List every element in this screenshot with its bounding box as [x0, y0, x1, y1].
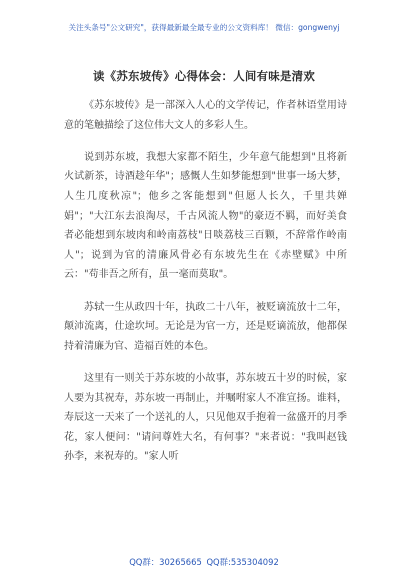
- body-paragraph-2: 说到苏东坡，我想大家都不陌生，少年意气能想到"且将新火试新茶，诗酒趁年华"；感慨人生如梦能想到"世事一场大梦，人生几度秋凉"；他乡之客能想到"但愿人长久，千里共婵娟"；"大江东去浪淘尽，千古风流人物"的豪迈不羁，而好美食者必能想到东坡肉和岭南荔枝"日啖荔枝三百颗，不辞常作岭南人"；说到为官的清廉风骨必有东坡先生在《赤壁赋》中所云："苟非吾之所有，虽一毫而莫取"。: [64, 151, 347, 281]
- document-body: [64, 96, 347, 479]
- body-paragraph-1: 《苏东坡传》是一部深入人心的文学传记，作者林语堂用诗意的笔触描绘了这位伟大文人的多彩人生。: [64, 100, 347, 131]
- body-paragraph-3: 苏轼一生从政四十年，执政二十八年，被贬谪流放十二年，颠沛流离，仕途坎坷。无论是为官一方，还是贬谪流放，他都保持着清廉为官、造福百姓的本色。: [64, 301, 347, 352]
- document-title: 读《苏东坡传》心得体会：人间有味是清欢: [92, 69, 316, 83]
- footer-contact-groups: QQ群：30265665 QQ群:535304092: [129, 557, 279, 567]
- header-promo-note: 关注头条号"公文研究"，获得最新最全最专业的公文资料库！ 微信：gongwenyj: [68, 23, 340, 32]
- body-paragraph-4: 这里有一则关于苏东坡的小故事，苏东坡五十岁的时候，家人要为其祝寿，苏东坡一再制止，并嘱咐家人不准宣扬。谁料，寿辰这一天来了一个送礼的人，只见他双手抱着一盆盛开的月季花，家人便问："请问尊姓大名，有何事？"来者说："我叫赵钱孙李，来祝寿的。"家人听: [64, 372, 347, 463]
